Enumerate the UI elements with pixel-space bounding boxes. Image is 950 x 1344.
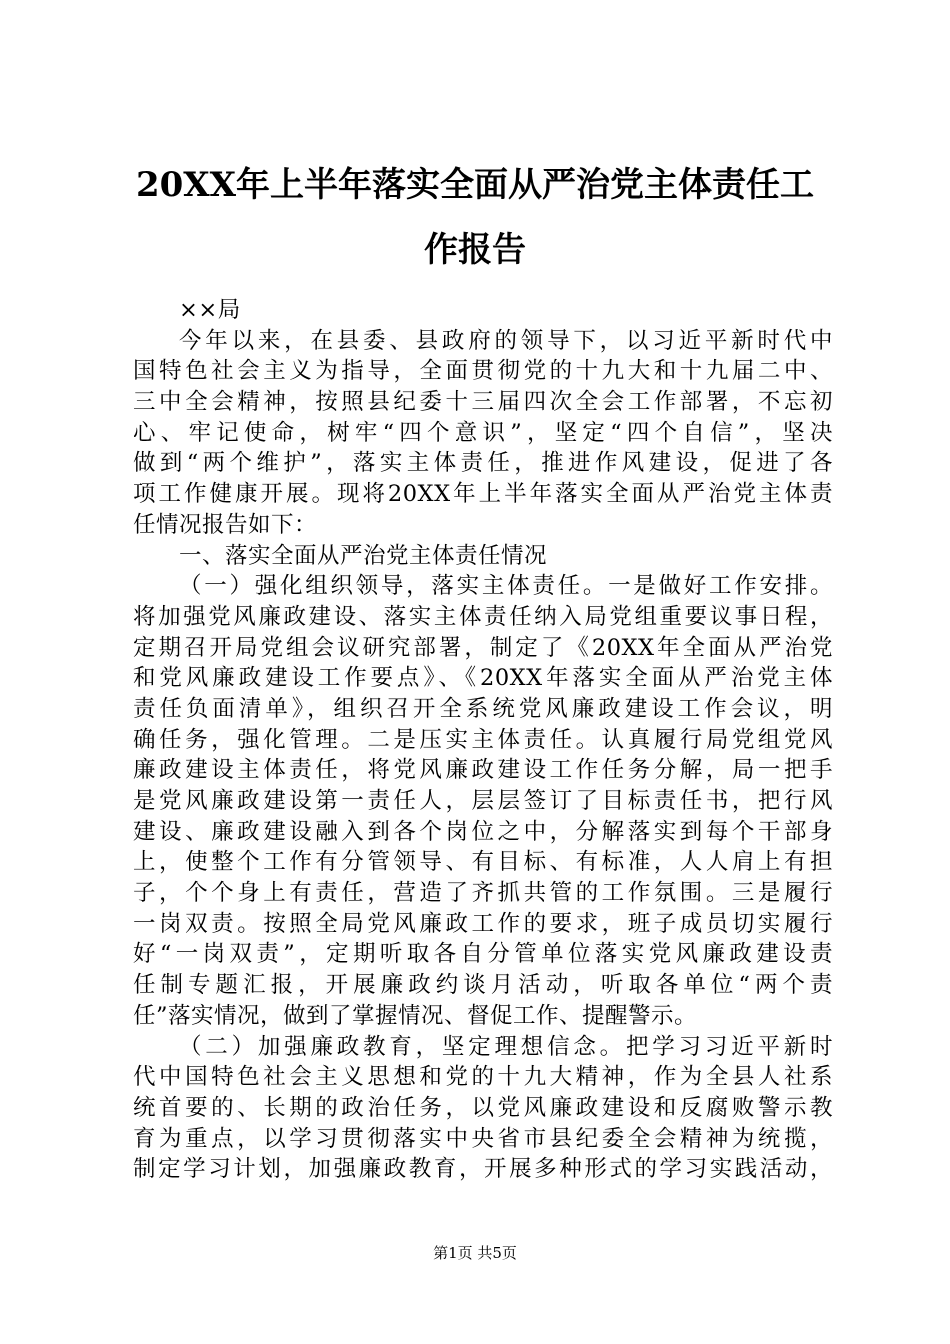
organization-name: ××局 <box>179 297 241 323</box>
body-line: （一）强化组织领导，落实主体责任。一是做好工作安排。 <box>179 573 833 600</box>
body-line: 心、牢记使命，树牢“四个意识”，坚定“四个自信”，坚决 <box>133 419 833 446</box>
body-line: 好“一岗双责”，定期听取各自分管单位落实党风廉政建设责 <box>133 941 833 968</box>
body-line: 统首要的、长期的政治任务，以党风廉政建设和反腐败警示教 <box>133 1094 833 1121</box>
title-line-1: 20XX年上半年落实全面从严治党主体责任工 <box>135 165 815 205</box>
body-line: 今年以来，在县委、县政府的领导下，以习近平新时代中 <box>179 327 833 354</box>
body-line: 做到“两个维护”，落实主体责任，推进作风建设，促进了各 <box>133 450 833 477</box>
body-line: 确任务，强化管理。二是压实主体责任。认真履行局党组党风 <box>133 726 833 753</box>
body-line: 任制专题汇报，开展廉政约谈月活动，听取各单位“两个责 <box>133 972 833 999</box>
body-line: 上，使整个工作有分管领导、有目标、有标准，人人肩上有担 <box>133 849 833 876</box>
body-line: 任情况报告如下： <box>133 511 318 538</box>
body-line: 责任负面清单》，组织召开全系统党风廉政建设工作会议，明 <box>133 695 833 722</box>
body-paragraphs <box>133 326 833 1185</box>
body-line: 将加强党风廉政建设、落实主体责任纳入局党组重要议事日程， <box>133 603 833 630</box>
body-line: 制定学习计划，加强廉政教育，开展多种形式的学习实践活动， <box>133 1156 833 1183</box>
body-line: 代中国特色社会主义思想和党的十九大精神，作为全县人社系 <box>133 1064 833 1091</box>
body-line: 三中全会精神，按照县纪委十三届四次全会工作部署，不忘初 <box>133 389 833 416</box>
title-line-2: 作报告 <box>424 230 526 270</box>
body-line: 是党风廉政建设第一责任人，层层签订了目标责任书，把行风 <box>133 788 833 814</box>
body-line: 廉政建设主体责任，将党风廉政建设工作任务分解，局一把手 <box>133 757 833 784</box>
body-line: 一、落实全面从严治党主体责任情况 <box>179 542 548 569</box>
document-body <box>133 295 833 1185</box>
body-line: 一岗双责。按照全局党风廉政工作的要求，班子成员切实履行 <box>133 910 833 937</box>
body-line: （二）加强廉政教育，坚定理想信念。把学习习近平新时 <box>179 1033 833 1060</box>
page-footer: 第1页 共5页 <box>433 1244 517 1262</box>
body-line: 子，个个身上有责任，营造了齐抓共管的工作氛围。三是履行 <box>133 880 833 907</box>
body-line: 任”落实情况，做到了掌握情况、督促工作、提醒警示。 <box>133 1002 698 1029</box>
body-line: 项工作健康开展。现将20XX年上半年落实全面从严治党主体责 <box>133 481 833 508</box>
body-line: 定期召开局党组会议研究部署，制定了《20XX年全面从严治党 <box>133 634 833 661</box>
body-line: 育为重点，以学习贯彻落实中央省市县纪委全会精神为统揽， <box>133 1125 833 1152</box>
body-line: 和党风廉政建设工作要点》、《20XX年落实全面从严治党主体 <box>133 665 833 692</box>
body-line: 国特色社会主义为指导，全面贯彻党的十九大和十九届二中、 <box>133 358 833 385</box>
body-line: 建设、廉政建设融入到各个岗位之中，分解落实到每个干部身 <box>133 818 833 845</box>
